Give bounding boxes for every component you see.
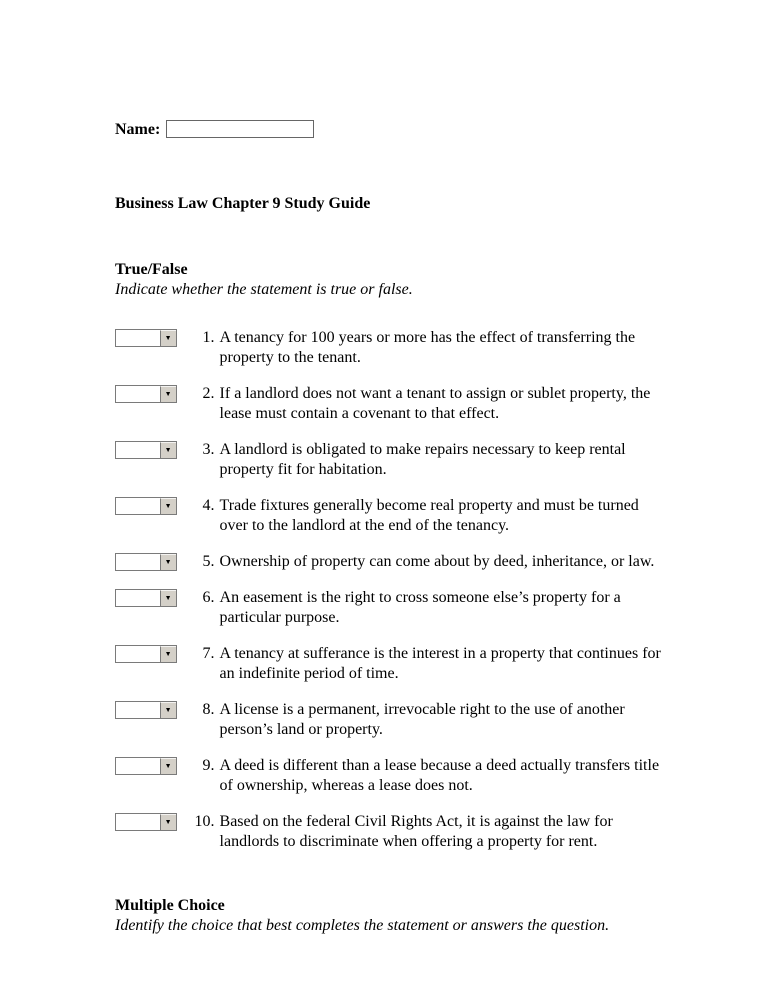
true-false-questions [115,328,668,852]
answer-select-10[interactable] [115,813,177,831]
chevron-down-icon[interactable]: ▼ [160,442,176,458]
chevron-down-icon[interactable]: ▼ [160,758,176,774]
answer-select-8[interactable] [115,701,177,719]
chevron-down-icon[interactable]: ▼ [160,386,176,402]
question-row [115,588,668,628]
question-text: An easement is the right to cross someone else’s property for a particular purpose. [219,589,621,626]
question-number: 3. [202,441,215,458]
multiple-choice-heading: Multiple Choice [115,897,225,914]
question-number: 9. [202,757,215,774]
question-text: A license is a permanent, irrevocable right to the use of another person’s land or property. [219,701,625,738]
question-text: A tenancy at sufferance is the interest in a property that continues for an indefinite period of time. [219,645,661,682]
answer-select-9[interactable] [115,757,177,775]
answer-select-2[interactable] [115,385,177,403]
name-label: Name: [115,121,161,138]
question-text: A deed is different than a lease because a deed actually transfers title of ownership, whereas a lease does not. [219,757,660,794]
true-false-instruction: Indicate whether the statement is true or false. [115,281,413,298]
question-number: 7. [202,645,215,662]
question-text: Trade fixtures generally become real property and must be turned over to the landlord at the end of the tenancy. [219,497,639,534]
question-row [115,384,668,424]
question-number: 5. [202,553,215,570]
answer-select-5[interactable] [115,553,177,571]
question-row [115,756,668,796]
question-number: 8. [202,701,215,718]
answer-select-3[interactable] [115,441,177,459]
chevron-down-icon[interactable]: ▼ [160,554,176,570]
question-text: If a landlord does not want a tenant to assign or sublet property, the lease must contain a covenant to that effect. [219,385,651,422]
answer-select-6[interactable] [115,589,177,607]
question-row [115,328,668,368]
page-title: Business Law Chapter 9 Study Guide [115,195,371,212]
question-row [115,496,668,536]
chevron-down-icon[interactable]: ▼ [160,814,176,830]
question-text: A landlord is obligated to make repairs necessary to keep rental property fit for habitation. [219,441,626,478]
question-text: A tenancy for 100 years or more has the effect of transferring the property to the tenant. [219,329,636,366]
chevron-down-icon[interactable]: ▼ [160,702,176,718]
question-number: 2. [202,385,215,402]
question-text: Ownership of property can come about by deed, inheritance, or law. [219,553,655,570]
question-row [115,812,668,852]
chevron-down-icon[interactable]: ▼ [160,498,176,514]
answer-select-4[interactable] [115,497,177,515]
chevron-down-icon[interactable]: ▼ [160,646,176,662]
chevron-down-icon[interactable]: ▼ [160,590,176,606]
question-number: 1. [202,329,215,346]
answer-select-7[interactable] [115,645,177,663]
question-row [115,700,668,740]
true-false-heading: True/False [115,261,188,278]
question-row [115,644,668,684]
answer-select-1[interactable] [115,329,177,347]
question-text: Based on the federal Civil Rights Act, it is against the law for landlords to discriminate when offering a property for rent. [219,813,613,850]
question-number: 6. [202,589,215,606]
question-row [115,440,668,480]
question-row [115,552,668,572]
name-row [115,120,668,140]
chevron-down-icon[interactable]: ▼ [160,330,176,346]
name-input[interactable] [166,120,314,138]
question-number: 10. [194,813,215,830]
multiple-choice-instruction: Identify the choice that best completes the statement or answers the question. [115,917,610,934]
question-number: 4. [202,497,215,514]
